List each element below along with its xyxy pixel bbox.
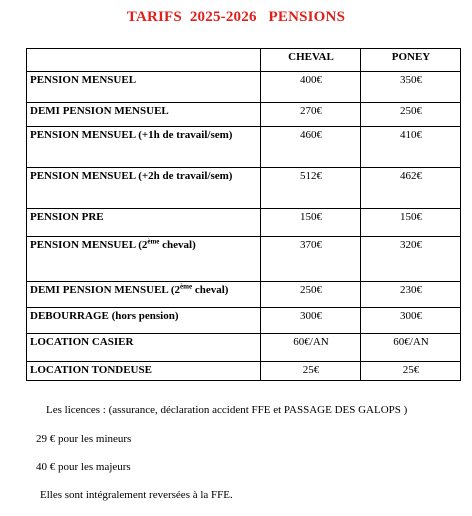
table-row [27, 237, 461, 282]
price-cheval: 25€ [261, 362, 361, 381]
row-label: PENSION PRE [27, 209, 261, 237]
table-row [27, 282, 461, 308]
price-poney: 300€ [361, 308, 461, 334]
row-label-text: cheval) [159, 239, 196, 251]
row-label-text: PENSION MENSUEL (2 [30, 239, 148, 251]
table-header-row [27, 49, 461, 72]
row-label: PENSION MENSUEL (+2h de travail/sem) [27, 168, 261, 209]
row-label [27, 237, 261, 282]
table-row [27, 127, 461, 168]
price-poney: 320€ [361, 237, 461, 282]
ordinal-superscript: ème [180, 282, 193, 291]
table-row [27, 362, 461, 381]
price-cheval: 270€ [261, 103, 361, 127]
table-row [27, 103, 461, 127]
row-label-text: cheval) [192, 284, 229, 296]
table-row [27, 334, 461, 362]
tariff-table [26, 48, 461, 381]
table-row [27, 209, 461, 237]
header-empty-cell [27, 49, 261, 72]
price-cheval: 300€ [261, 308, 361, 334]
price-poney: 410€ [361, 127, 461, 168]
price-poney: 462€ [361, 168, 461, 209]
price-cheval: 400€ [261, 72, 361, 103]
price-cheval: 250€ [261, 282, 361, 308]
row-label: PENSION MENSUEL [27, 72, 261, 103]
mineurs-price-note: 29 € pour les mineurs [36, 433, 132, 445]
majeurs-price-note: 40 € pour les majeurs [36, 461, 131, 473]
table-row [27, 308, 461, 334]
price-poney: 60€/AN [361, 334, 461, 362]
price-cheval: 150€ [261, 209, 361, 237]
table-row [27, 72, 461, 103]
price-poney: 250€ [361, 103, 461, 127]
row-label [27, 282, 261, 308]
row-label: LOCATION TONDEUSE [27, 362, 261, 381]
row-label-text: DEMI PENSION MENSUEL (2 [30, 284, 181, 296]
header-poney: PONEY [361, 49, 461, 72]
price-poney: 25€ [361, 362, 461, 381]
price-cheval: 60€/AN [261, 334, 361, 362]
price-cheval: 460€ [261, 127, 361, 168]
reversal-note: Elles sont intégralement reversées à la FFE. [40, 489, 233, 501]
header-cheval: CHEVAL [261, 49, 361, 72]
row-label: PENSION MENSUEL (+1h de travail/sem) [27, 127, 261, 168]
price-poney: 150€ [361, 209, 461, 237]
price-poney: 350€ [361, 72, 461, 103]
price-poney: 230€ [361, 282, 461, 308]
table-row [27, 168, 461, 209]
price-cheval: 370€ [261, 237, 361, 282]
price-cheval: 512€ [261, 168, 361, 209]
page-title: TARIFS 2025-2026 PENSIONS [126, 9, 346, 25]
row-label: DEMI PENSION MENSUEL [27, 103, 261, 127]
row-label: DEBOURRAGE (hors pension) [27, 308, 261, 334]
row-label: LOCATION CASIER [27, 334, 261, 362]
licences-note: Les licences : (assurance, déclaration accident FFE et PASSAGE DES GALOPS ) [46, 404, 408, 416]
ordinal-superscript: ème [147, 237, 160, 246]
